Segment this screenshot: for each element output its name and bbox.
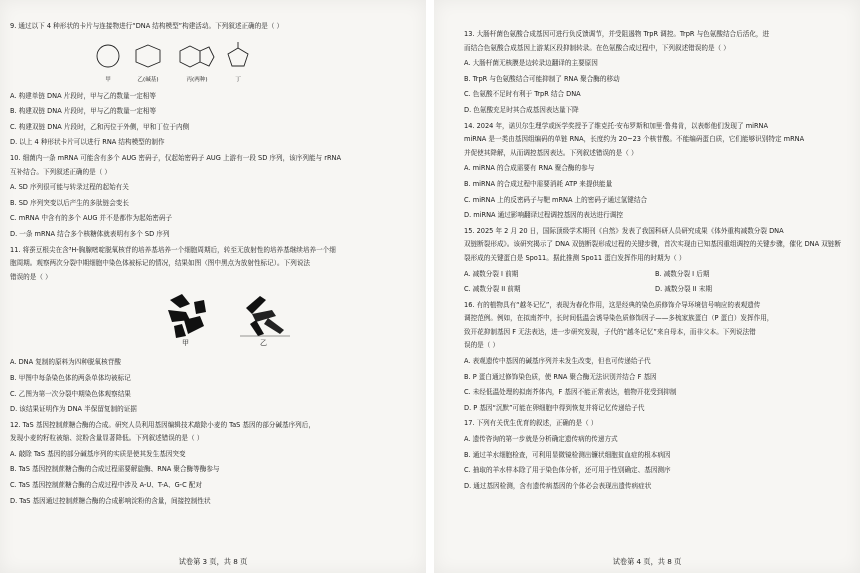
q10-option-b: B. SD 序列突变以后产生的多肽链会变长: [10, 198, 129, 207]
q12-option-d: D. TaS 基因通过控制蔗糖合酶的合成影响淀粉的含量，间接控制性状: [10, 496, 211, 505]
chromosome-group-b: [240, 296, 290, 336]
q12-option-c: C. TaS 基因控制蔗糖合酶的合成过程中涉及 A-U、T-A、G-C 配对: [10, 481, 202, 490]
q17-option-c: C. 抽取的羊水样本除了用于染色体分析，还可用于性别确定、基因测序: [464, 466, 671, 475]
q11-label-a: 甲: [182, 339, 189, 348]
q12-option-a: A. 敲除 TaS 基因的部分碱基序列的实质是使其发生基因突变: [10, 449, 186, 458]
q12-stem-line-1: 12. TaS 基因控制蔗糖合酶的合成。研究人员利用基因编辑技术敲除小麦的 TaS 基因的部分碱基序列后，: [10, 420, 315, 429]
q14-stem-line-2: miRNA 是一类由基因组编码的单链 RNA，长度约为 20~23 个核苷酸。不能编码蛋白质，它们能够识别特定 mRNA: [464, 135, 805, 144]
q15-option-c: C. 减数分裂 II 前期: [464, 285, 521, 294]
q15-stem-line-2: 双链断裂形成》。该研究揭示了 DNA 双链断裂形成过程的关键步骤，首次实现由已知基因重组调控的关键步骤，催化 DNA 双链断: [464, 240, 841, 249]
exam-page-4: [434, 0, 860, 573]
q11-option-b: B. 甲图中每条染色体的两条单体均被标记: [10, 373, 131, 382]
q13-stem-line-2: 而结合色氨酸合成基因上游某区段抑制转录。在色氨酸合成过程中，下列叙述错误的是（ ）: [464, 43, 730, 52]
q10-option-c: C. mRNA 中含有的多个 AUG 并不是都作为起始密码子: [10, 214, 173, 223]
q17-stem: 17. 下列有关优生优育的叙述，正确的是（ ）: [464, 419, 598, 428]
q10-stem-line-1: 10. 细菌内一条 mRNA 可能含有多个 AUG 密码子，仅起始密码子 AUG 上游有一段 SD 序列，该序列能与 rRNA: [10, 153, 341, 162]
page-gutter: [426, 0, 434, 573]
pentagon-pair-card-b: [200, 47, 214, 66]
q16-stem-line-2: 调控范例。例如，在拟南芥中，长时间低温会诱导染色质修饰因子——多梳家族蛋白（P 蛋白）发挥作用，: [464, 314, 774, 323]
q16-option-a: A. 表观遗传中基因的碱基序列并未发生改变，但也可传递给子代: [464, 357, 651, 366]
q11-option-a: A. DNA 复制的原料为四种脱氧核苷酸: [10, 358, 121, 367]
q9-option-a: A. 构建单链 DNA 片段时，甲与乙的数量一定相等: [10, 91, 156, 100]
q13-option-c: C. 色氨酸不足时有利于 TrpR 结合 DNA: [464, 90, 581, 99]
pentagon-card: [228, 48, 248, 66]
q9-stem: 9. 通过以下 4 种形状的卡片与连接物进行“DNA 结构模型”构建活动。下列叙述正确的是（ ）: [10, 22, 284, 30]
q13-stem-line-1: 13. 大肠杆菌色氨酸合成基因可进行负反馈调节，并受阻遏物 TrpR 调控。TrpR 与色氨酸结合后活化，进: [464, 30, 770, 38]
q9-option-d: D. 以上 4 种形状卡片可以进行 RNA 结构模型的制作: [10, 138, 165, 147]
q16-stem-line-1: 16. 有的植物具有“越冬记忆”，表现为春化作用，这是经典的染色质修饰介导环境信号响应的表观遗传: [464, 300, 761, 309]
q14-option-a: A. miRNA 的合成需要有 RNA 聚合酶的参与: [464, 164, 595, 173]
q17-option-d: D. 通过基因检测，含有遗传病基因的个体必会表现出遗传病症状: [464, 481, 652, 490]
q17-option-b: B. 通过羊水细胞检查，可利用显微镜检测出镰状细胞贫血症的根本病因: [464, 450, 671, 459]
q14-stem-line-1: 14. 2024 年，诺贝尔生理学或医学奖授予了维克托·安布罗斯和加里·鲁弗肯，以表彰他们发现了 miRNA: [464, 121, 768, 130]
chromosome-group-a: [168, 294, 206, 338]
circle-card: [97, 45, 119, 67]
q15-stem-line-3: 裂形成的关键蛋白是 Spo11。据此推测 Spo11 蛋白发挥作用的时期为（ ）: [464, 253, 686, 262]
q11-option-d: D. 该结果证明作为 DNA 半保留复制的证据: [10, 405, 137, 414]
q16-option-b: B. P 蛋白通过修饰染色质，使 RNA 聚合酶无法识别并结合 F 基因: [464, 372, 657, 381]
q15-option-b: B. 减数分裂 I 后期: [655, 269, 710, 278]
q11-stem-line-2: 胞周期。观察两次分裂中期细胞中染色体被标记的情况，结果如图（图中黑点为放射性标记）。下列说法: [10, 259, 311, 268]
q10-option-a: A. SD 序列很可能与转录过程的起始有关: [10, 183, 129, 192]
hexagon-card: [136, 45, 160, 67]
q11-chromosome-svg: [160, 290, 300, 340]
q14-option-d: D. miRNA 通过影响翻译过程调控基因的表达进行调控: [464, 211, 623, 220]
q16-option-d: D. P 基因“沉默”可能在卵细胞中得到恢复并将记忆传递给子代: [464, 403, 645, 412]
hexagon-pair-card-a: [180, 46, 200, 67]
q14-option-c: C. miRNA 上的反密码子与靶 mRNA 上的密码子通过氢键结合: [464, 195, 648, 204]
q15-option-d: D. 减数分裂 II 末期: [655, 285, 712, 294]
q9-label-c: 丙(两种): [186, 76, 208, 83]
q11-option-c: C. 乙图为第一次分裂中期染色体观察结果: [10, 389, 131, 398]
page-footer-left: 试卷第 3 页，共 8 页: [178, 557, 248, 566]
q9-option-c: C. 构建双链 DNA 片段时，乙和丙位于外侧，甲和丁位于内侧: [10, 122, 190, 131]
q9-label-b: 乙(碱基): [137, 76, 159, 83]
q16-option-c: C. 未经低温处理的拟南芥体内，F 基因不能正常表达，植物开花受到抑制: [464, 388, 677, 397]
q12-option-b: B. TaS 基因控制蔗糖合酶的合成过程需要解旋酶、RNA 聚合酶等酶参与: [10, 465, 220, 474]
q13-option-b: B. TrpR 与色氨酸结合可能抑制了 RNA 聚合酶的移动: [464, 74, 620, 83]
q9-shapes-svg: [90, 40, 270, 76]
q11-label-b: 乙: [260, 339, 267, 348]
q9-option-b: B. 构建双链 DNA 片段时，甲与乙的数量一定相等: [10, 107, 157, 116]
q17-option-a: A. 遗传咨询的第一步就是分析确定遗传病的传递方式: [464, 435, 618, 444]
q10-stem-line-2: 互补结合。下列叙述正确的是（ ）: [10, 167, 112, 176]
page-footer-right: 试卷第 4 页，共 8 页: [612, 557, 682, 566]
q13-option-a: A. 大肠杆菌无核膜是边转录边翻译的主要原因: [464, 59, 598, 68]
q11-chromosome-figure: [160, 290, 300, 352]
q9-figure: [90, 40, 270, 86]
q9-label-a: 甲: [105, 76, 111, 83]
q16-stem-line-3: 致开花抑制基因 F 无法表达，进一步研究发现，子代的“越冬记忆”来自母本，而非父本。下列说法错: [464, 327, 756, 336]
q12-stem-line-2: 发现小麦的籽粒被缩、淀粉含量显著降低。下列叙述错误的是（ ）: [10, 434, 204, 443]
q15-stem-line-1: 15. 2025 年 2 月 20 日，国际顶级学术期刊《自然》发表了我国科研人员研究成果《体外重构减数分裂 DNA: [464, 226, 784, 235]
q13-option-d: D. 色氨酸充足时其合成基因表达量下降: [464, 105, 579, 114]
q14-option-b: B. miRNA 的合成过程中需要消耗 ATP 来提供能量: [464, 179, 613, 188]
exam-page-3: [0, 0, 426, 573]
q14-stem-line-3: 并促使其降解，从而调控基因表达。下列叙述错误的是（ ）: [464, 148, 638, 157]
q11-stem-line-1: 11. 将蚕豆根尖在含³H-胸腺嘧啶脱氧核苷的培养基培养一个细胞周期后，转至无放射性的培养基继续培养一个细: [10, 245, 336, 254]
q11-stem-line-3: 错误的是（ ）: [10, 272, 52, 281]
q9-label-d: 丁: [235, 76, 241, 83]
q15-option-a: A. 减数分裂 I 前期: [464, 269, 519, 278]
q10-option-d: D. 一条 mRNA 结合多个核糖体就表明有多个 SD 序列: [10, 229, 170, 238]
q16-stem-line-4: 误的是（ ）: [464, 341, 500, 350]
